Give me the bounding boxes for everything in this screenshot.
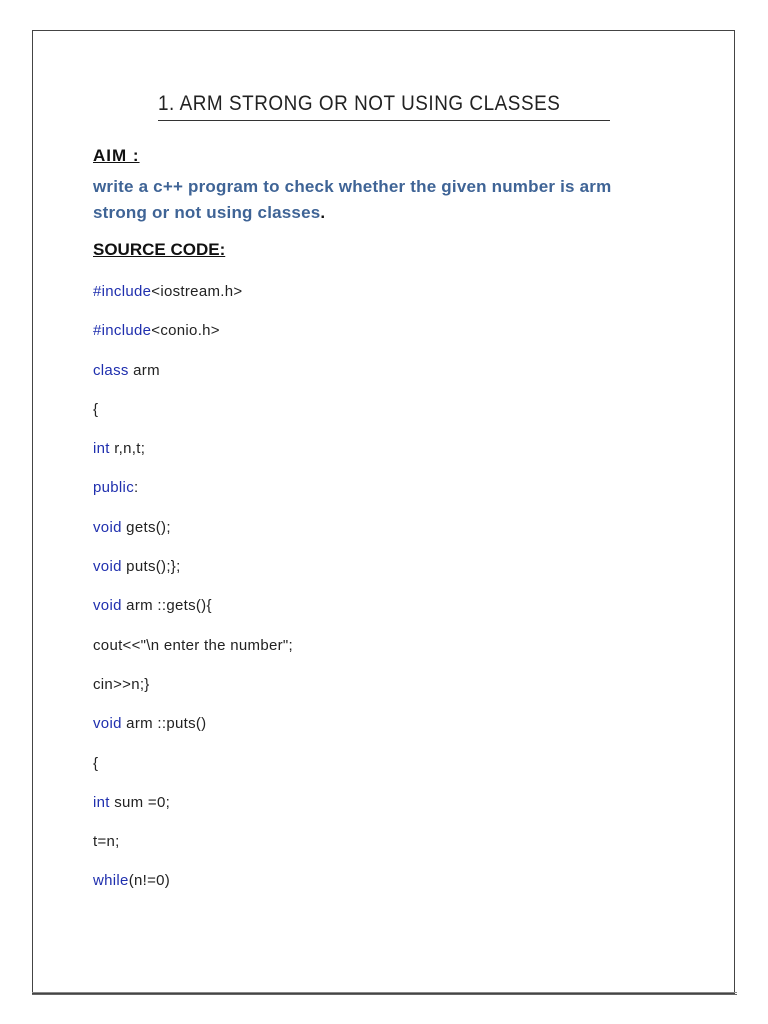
code-text: { (93, 754, 99, 772)
code-text: <iostream.h> (151, 283, 243, 300)
code-line (93, 401, 293, 440)
code-text: arm (128, 361, 160, 379)
source-code-heading: SOURCE CODE: (93, 240, 226, 259)
code-line (93, 597, 293, 636)
code-block (93, 283, 293, 912)
code-line (93, 637, 293, 676)
code-keyword: #include (93, 322, 152, 340)
code-line (93, 794, 293, 833)
code-text: <conio.h> (151, 322, 220, 340)
code-keyword: int (93, 440, 110, 458)
code-line (93, 519, 293, 558)
code-text: cout<<"\n enter the number"; (93, 636, 294, 654)
code-keyword: public (93, 479, 134, 497)
footer-rule (32, 992, 737, 995)
code-keyword: int (93, 793, 110, 811)
code-line (93, 715, 293, 754)
code-line (93, 362, 293, 401)
code-line (93, 283, 293, 322)
code-text: r,n,t; (109, 440, 146, 458)
code-line (93, 676, 293, 715)
code-keyword: void (93, 518, 122, 536)
code-text: arm ::gets(){ (121, 597, 212, 615)
code-keyword: void (93, 558, 122, 576)
code-text: arm ::puts() (121, 715, 207, 733)
code-line (93, 558, 293, 597)
aim-heading: AIM : (93, 146, 140, 165)
code-keyword: class (93, 361, 129, 379)
code-line (93, 755, 293, 794)
code-text: gets(); (121, 518, 171, 536)
code-keyword: while (93, 872, 129, 890)
code-line (93, 872, 293, 911)
aim-statement: write a c++ program to check whether the given number is arm strong or not using classes (93, 177, 612, 222)
aim-text (93, 174, 653, 226)
code-text: { (93, 400, 99, 418)
code-text: t=n; (93, 833, 120, 851)
aim-period: . (320, 203, 326, 222)
code-text: puts();}; (121, 558, 181, 576)
code-text: (n!=0) (128, 872, 171, 890)
code-keyword: void (93, 597, 122, 615)
code-line (93, 833, 293, 872)
code-text: sum =0; (109, 793, 171, 811)
code-text: cin>>n;} (93, 675, 150, 693)
code-line (93, 479, 293, 518)
code-keyword: #include (93, 283, 152, 300)
code-line (93, 440, 293, 479)
code-line (93, 322, 293, 361)
title-underline (158, 92, 610, 121)
code-keyword: void (93, 715, 122, 733)
page-title: 1. ARM STRONG OR NOT USING CLASSES (158, 92, 561, 115)
code-text: : (134, 479, 139, 497)
